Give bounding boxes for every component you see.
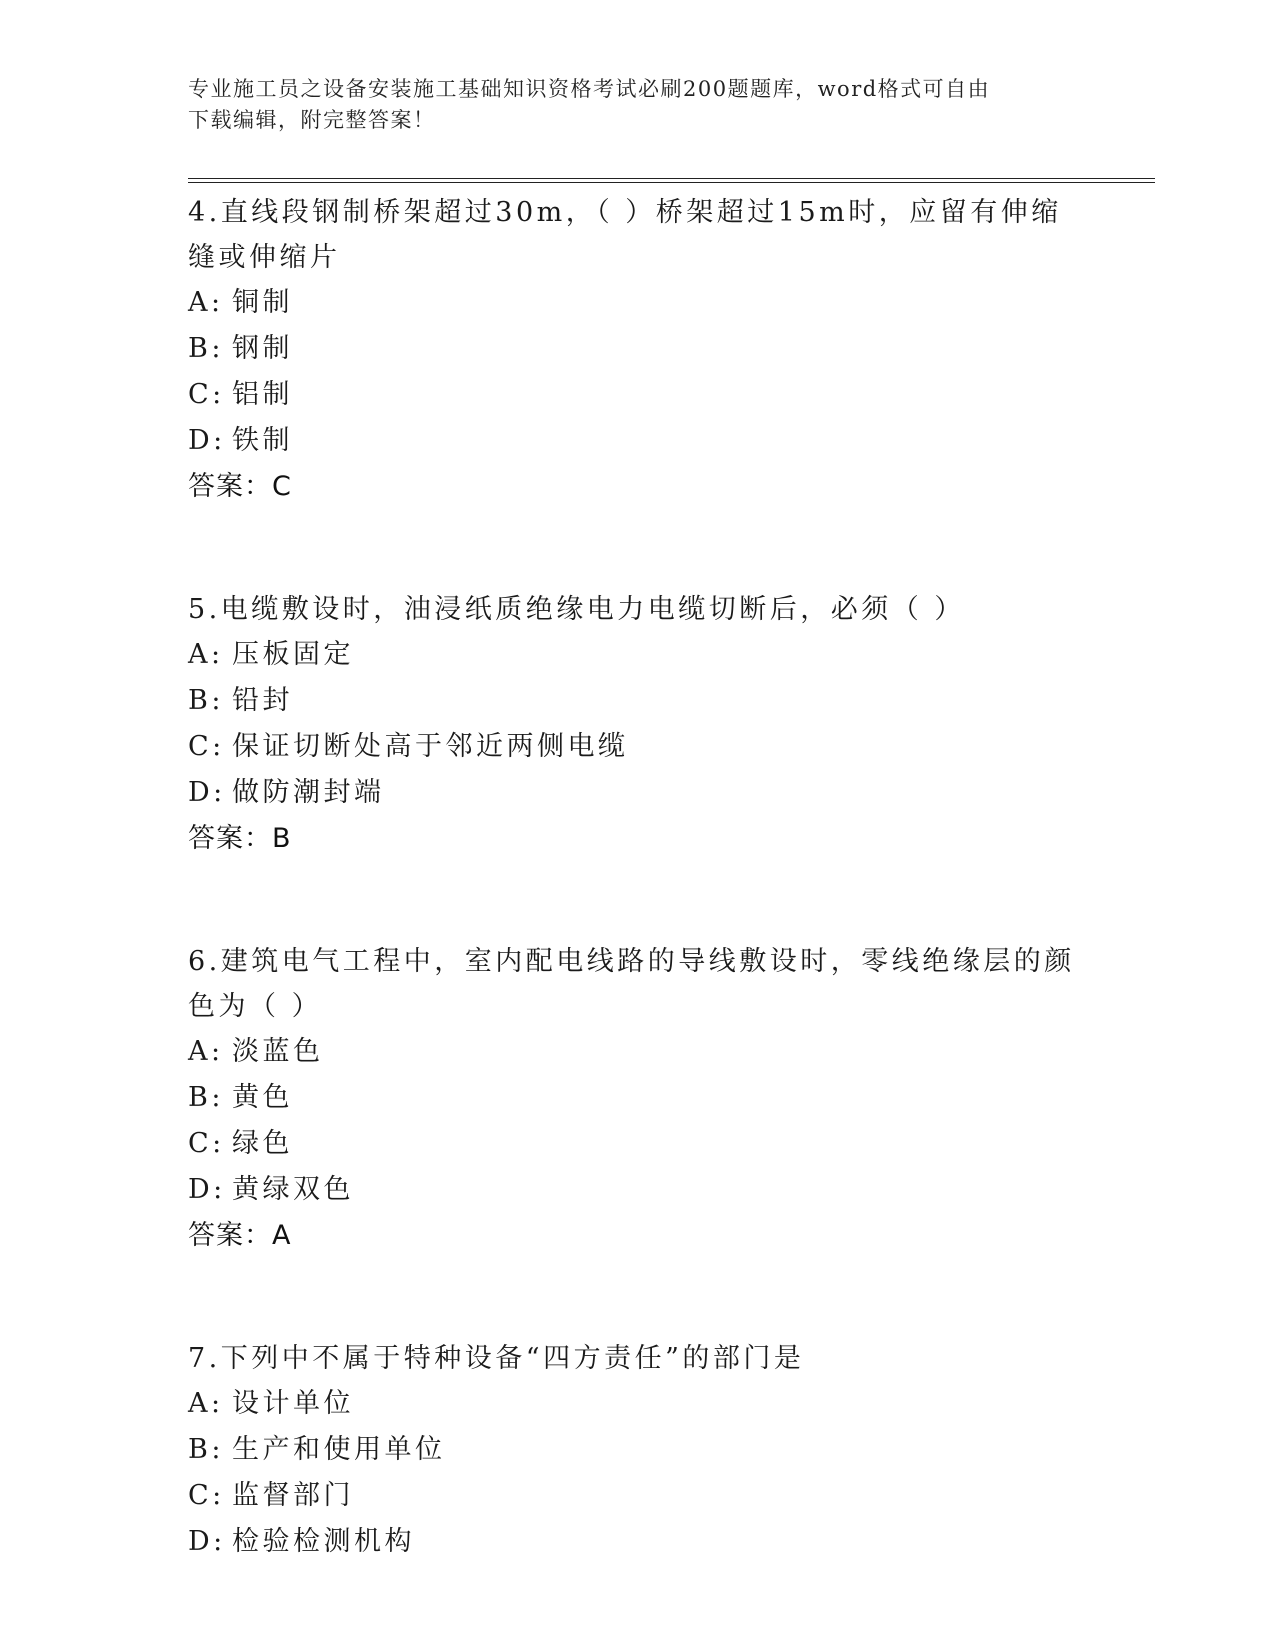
document-header [188, 74, 1088, 136]
option-text: 黄绿双色 [232, 1174, 354, 1205]
option-text: 黄色 [232, 1082, 293, 1113]
question-stem: 5.电缆敷设时，油浸纸质绝缘电力电缆切断后，必须（ ） [188, 594, 965, 625]
option-key: C: [188, 1480, 225, 1511]
option-text: 淡蓝色 [232, 1036, 324, 1067]
option-c [188, 724, 1088, 770]
option-b [188, 1075, 1088, 1121]
question-stem: 4.直线段钢制桥架超过30m，（ ）桥架超过15m时，应留有伸缩缝或伸缩片 [188, 197, 1062, 273]
question-item [188, 585, 1088, 862]
option-b [188, 1427, 1088, 1473]
option-a [188, 1381, 1088, 1427]
option-d [188, 1519, 1088, 1565]
option-c [188, 1121, 1088, 1167]
header-line-2: 下载编辑，附完整答案！ [188, 108, 436, 132]
question-item [188, 188, 1088, 510]
option-text: 绿色 [232, 1128, 293, 1159]
option-key: D: [188, 777, 226, 808]
option-text: 压板固定 [232, 639, 354, 670]
option-text: 铁制 [232, 425, 293, 456]
question-item [188, 1334, 1088, 1565]
option-text: 铅封 [232, 685, 293, 716]
option-text: 铝制 [232, 379, 293, 410]
option-key: C: [188, 1128, 225, 1159]
question-stem: 7.下列中不属于特种设备“四方责任”的部门是 [188, 1343, 805, 1374]
answer-line: 答案：A [188, 1220, 292, 1251]
option-text: 钢制 [232, 333, 293, 364]
option-text: 做防潮封端 [232, 777, 385, 808]
option-text: 检验检测机构 [232, 1526, 415, 1557]
option-key: D: [188, 1526, 226, 1557]
option-key: C: [188, 379, 225, 410]
option-text: 铜制 [232, 287, 293, 318]
header-line-1: 专业施工员之设备安装施工基础知识资格考试必刷200题题库，word格式可自由 [188, 77, 991, 101]
answer-line: 答案：B [188, 823, 292, 854]
option-key: B: [188, 333, 224, 364]
option-key: A: [188, 639, 224, 670]
option-key: D: [188, 1174, 226, 1205]
option-key: A: [188, 1036, 224, 1067]
option-text: 设计单位 [232, 1388, 354, 1419]
option-key: B: [188, 685, 224, 716]
option-key: A: [188, 1388, 224, 1419]
option-text: 保证切断处高于邻近两侧电缆 [232, 731, 629, 762]
question-list [188, 188, 1088, 1565]
option-d [188, 1167, 1088, 1213]
option-c [188, 1473, 1088, 1519]
option-a [188, 632, 1088, 678]
question-stem: 6.建筑电气工程中，室内配电线路的导线敷设时，零线绝缘层的颜色为（ ） [188, 946, 1075, 1022]
answer-line: 答案：C [188, 471, 292, 502]
option-key: C: [188, 731, 225, 762]
option-c [188, 372, 1088, 418]
option-d [188, 770, 1088, 816]
option-key: B: [188, 1434, 224, 1465]
option-text: 监督部门 [232, 1480, 354, 1511]
option-key: A: [188, 287, 224, 318]
question-item [188, 937, 1088, 1259]
option-key: D: [188, 425, 226, 456]
option-b [188, 678, 1088, 724]
option-b [188, 326, 1088, 372]
option-text: 生产和使用单位 [232, 1434, 446, 1465]
option-a [188, 1029, 1088, 1075]
option-a [188, 280, 1088, 326]
header-divider-thin [188, 182, 1155, 183]
header-divider-thick [188, 178, 1155, 179]
option-d [188, 418, 1088, 464]
option-key: B: [188, 1082, 224, 1113]
